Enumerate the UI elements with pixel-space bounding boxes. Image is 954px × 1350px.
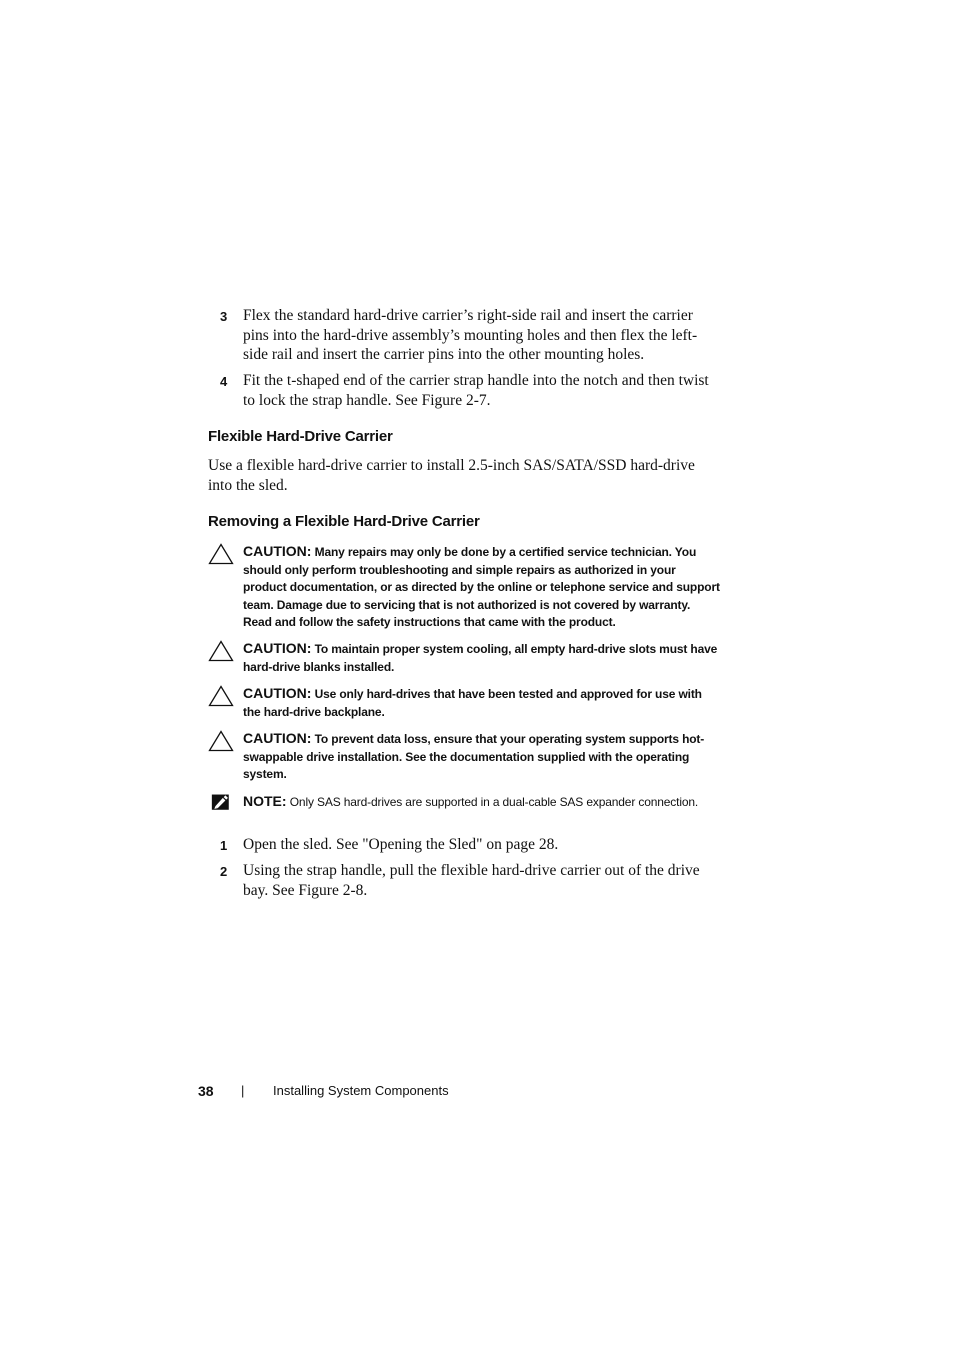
- step-number: 3: [220, 309, 228, 324]
- caution-triangle-icon: [208, 685, 234, 707]
- note-pencil-icon: [211, 793, 233, 813]
- caution-text: To prevent data loss, ensure that your operating system supports hot-swappable drive installation. See the documentation supplied with the operating system.: [243, 732, 705, 782]
- footer-separator: |: [241, 1083, 245, 1098]
- step-3: [220, 306, 720, 365]
- caution-triangle-icon: [208, 543, 234, 565]
- section-heading: Flexible Hard-Drive Carrier: [208, 428, 393, 445]
- caution-triangle-icon: [208, 640, 234, 662]
- caution-label: CAUTION:: [243, 640, 312, 656]
- note-notice: [208, 793, 720, 812]
- section-paragraph: Use a flexible hard-drive carrier to install 2.5-inch SAS/SATA/SSD hard-drive into the sled.: [208, 457, 695, 494]
- step-number: 1: [220, 838, 228, 853]
- note-text: Only SAS hard-drives are supported in a dual-cable SAS expander connection.: [289, 795, 699, 809]
- note-label: NOTE:: [243, 793, 287, 809]
- caution-label: CAUTION:: [243, 730, 312, 746]
- caution-triangle-icon: [208, 730, 234, 752]
- step-text: Using the strap handle, pull the flexible hard-drive carrier out of the drive bay. See Figure 2-8.: [243, 862, 700, 899]
- page-number: 38: [198, 1083, 214, 1099]
- step-4: [220, 371, 720, 410]
- step-2: [220, 861, 720, 900]
- step-number: 4: [220, 374, 228, 389]
- caution-notice: [208, 543, 720, 632]
- caution-label: CAUTION:: [243, 543, 312, 559]
- caution-notice: [208, 640, 720, 676]
- caution-notice: [208, 730, 720, 784]
- step-text: Open the sled. See "Opening the Sled" on page 28.: [243, 836, 559, 853]
- caution-notice: [208, 685, 720, 721]
- caution-label: CAUTION:: [243, 685, 312, 701]
- subsection-heading: Removing a Flexible Hard-Drive Carrier: [208, 513, 480, 530]
- step-text: Flex the standard hard-drive carrier’s right-side rail and insert the carrier pins into the hard-drive assembly’s mounting holes and then flex the left-side rail and insert the carrier pins into the other mounting holes.: [243, 307, 698, 363]
- step-1: [220, 835, 720, 855]
- step-text: Fit the t-shaped end of the carrier strap handle into the notch and then twist to lock the strap handle. See Figure 2-7.: [243, 372, 709, 409]
- footer-chapter: Installing System Components: [273, 1083, 449, 1098]
- caution-text: Many repairs may only be done by a certified service technician. You should only perform troubleshooting and simple repairs as authorized in your product documentation, or as directed by the online or telephone service and support team. Damage due to servicing that is not authorized is not covered by warranty. Read and follow the safety instructions that came with the product.: [243, 545, 720, 630]
- caution-text: To maintain proper system cooling, all empty hard-drive slots must have hard-drive blanks installed.: [243, 642, 718, 674]
- caution-text: Use only hard-drives that have been tested and approved for use with the hard-drive backplane.: [243, 687, 702, 719]
- step-number: 2: [220, 864, 228, 879]
